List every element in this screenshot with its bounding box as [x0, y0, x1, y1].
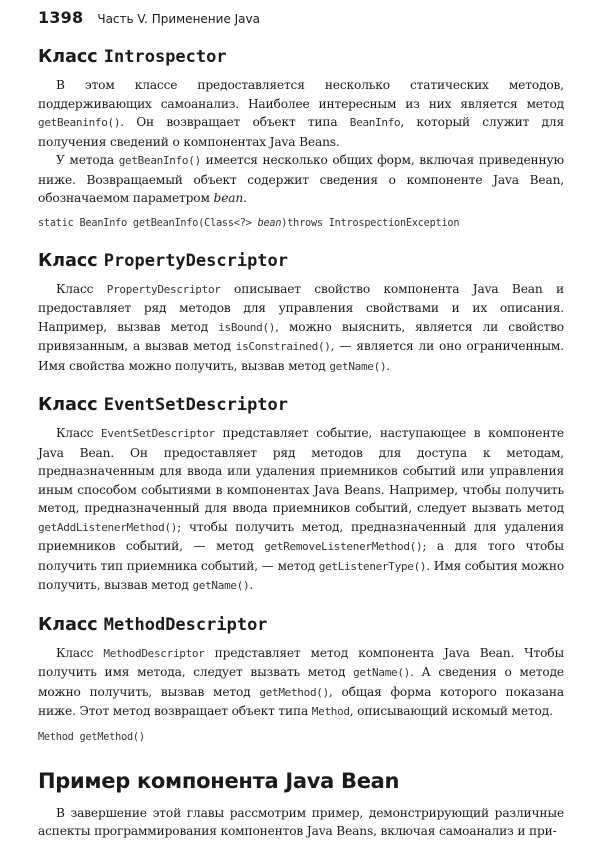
text-run: ; а для того чтобы получить тип приемника событий, — метод [38, 539, 564, 573]
text-run: . [249, 578, 254, 592]
param-name: bean [213, 191, 244, 205]
inline-code: PropertyDescriptor [106, 282, 221, 296]
paragraph-property-descriptor [38, 280, 564, 377]
text-run: , — является ли оно ограниченным. Имя свойства можно получить, вызвав метод [38, 339, 564, 373]
text-run: . Он возвращает объект типа [120, 115, 350, 129]
code-param: bean [257, 217, 282, 229]
inline-code: Method [311, 705, 350, 718]
paragraph-example-intro: В завершение этой главы рассмотрим пример, демонстрирующий различные аспекты программирования компонентов Java Beans, включая самоанализ и при- [38, 805, 564, 838]
inline-code: EventSetDescriptor [101, 427, 215, 440]
running-head [38, 8, 564, 34]
page-number: 1398 [38, 8, 84, 27]
text-run: имеется несколько общих форм, включая приведенную ниже. Возвращаемый объект содержит сведения о компоненте Java Bean, обозначаемом параметром [38, 153, 564, 205]
text-run: , можно выяснить, является ли свойство привязанным, а вызвав метод [38, 319, 564, 353]
inline-code: getName() [192, 579, 250, 592]
text-run: представляет событие, наступающее в компоненте Java Bean. Он предоставляет ряд методов для доступа к методам, предназначенным для ввода или удаления приемников событий или управления иным способом событиями в компонентах Java Beans. Например, чтобы получить метод, предназначенный для ввода приемников событий, следует вызвать метод [38, 426, 564, 515]
heading-prefix: Класс [38, 250, 98, 271]
heading-introspector [38, 46, 564, 68]
inline-code: isConstrained() [235, 340, 331, 353]
heading-class-name: EventSetDescriptor [103, 395, 289, 415]
text-run: , который служит для получения сведений о компонентах Java Beans. [38, 115, 565, 149]
text-run: . А сведения о методе можно получить, вызвав метод [38, 665, 564, 699]
heading-prefix: Класс [38, 395, 98, 415]
code-run: )throws IntrospectionException [281, 217, 460, 229]
inline-code: getMethod() [259, 685, 329, 699]
heading-method-descriptor [38, 614, 564, 636]
heading-prefix: Класс [38, 47, 98, 67]
heading-java-bean-example: Пример компонента Java Bean [38, 768, 400, 793]
heading-property-descriptor [38, 250, 564, 272]
inline-code: getAddListenerMethod() [38, 520, 178, 534]
code-run: static BeanInfo getBeanInfo(Class<?> [38, 217, 258, 229]
inline-code: getBeanInfo() [118, 154, 201, 167]
inline-code: getListenerType() [318, 559, 427, 573]
text-run: . [386, 358, 390, 373]
inline-code: getRemoveListenerMethod() [264, 540, 423, 553]
inline-code: getBeaninfo() [38, 116, 121, 129]
text-run: , общая форма которого показана ниже. Этот метод возвращает объект типа [38, 684, 564, 718]
inline-code: getName() [329, 359, 387, 373]
heading-event-set-descriptor [38, 394, 564, 416]
text-run: . Имя события можно получить, вызвав метод [38, 558, 565, 592]
heading-class-name: PropertyDescriptor [103, 250, 289, 271]
paragraph-introspector-1 [38, 76, 564, 151]
text-run: В этом классе предоставляется несколько статических методов, поддерживающих самоанализ. Наиболее интересным из них является метод [38, 78, 564, 111]
inline-code: getName() [353, 666, 410, 679]
paragraph-introspector-2 [38, 151, 564, 208]
heading-prefix: Класс [38, 614, 98, 635]
heading-class-name: MethodDescriptor [103, 614, 268, 635]
text-run: . [243, 191, 247, 205]
paragraph-method-descriptor [38, 644, 564, 722]
text-run: Класс [56, 281, 107, 296]
code-signature-getmethod: Method getMethod() [38, 731, 145, 743]
text-run: , описывающий искомый метод. [349, 704, 553, 718]
heading-class-name: Introspector [103, 47, 227, 67]
text-run: представляет метод компонента Java Bean. Чтобы получить имя метода, следует вызвать метод [38, 645, 564, 679]
text-run: Класс [56, 426, 102, 440]
text-run: У метода [56, 153, 119, 167]
inline-code: BeanInfo [349, 116, 401, 129]
code-signature-getbeaninfo [38, 216, 564, 232]
text-run: описывает свойство компонента Java Bean и предоставляет ряд методов для управления свойствами и их описания. Например, вызвав метод [38, 281, 564, 334]
text-run: ; чтобы получить метод, предназначенный для удаления приемников событий, — метод [38, 519, 564, 553]
inline-code: MethodDescriptor [103, 646, 205, 660]
paragraph-event-set-descriptor [38, 424, 564, 596]
inline-code: isBound() [218, 320, 276, 334]
text-run: Класс [56, 645, 104, 660]
running-title: Часть V. Применение Java [97, 12, 260, 26]
